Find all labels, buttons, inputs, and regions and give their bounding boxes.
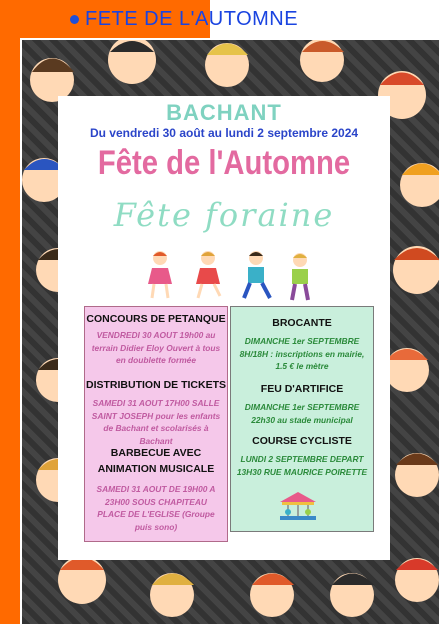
orange-side-bar [0, 0, 20, 624]
fireworks-title: FEU D'ARTIFICE [260, 383, 344, 395]
poster-subtitle: Fête foraine [113, 196, 335, 234]
event-dates: Du vendredi 30 août au lundi 2 septembre 2024 [89, 126, 359, 140]
carousel-icon [276, 490, 320, 522]
cycling-title: COURSE CYCLISTE [252, 435, 352, 447]
cycling-text: LUNDI 2 SEPTEMBRE DEPART 13H30 RUE MAURICE POIRETTE [236, 454, 368, 477]
brocante-text: DIMANCHE 1er SEPTEMBRE 8H/18H : inscriptions en mairie, 1.5 € le mètre [239, 336, 365, 371]
petanque-text: VENDREDI 30 AOUT 19h00 au terrain Didier Eloy Ouvert à tous en doublette formée [91, 330, 221, 365]
tickets-title: DISTRIBUTION DE TICKETS [85, 379, 226, 391]
petanque-title: CONCOURS DE PETANQUE [86, 313, 226, 325]
brocante-title: BROCANTE [272, 317, 332, 329]
poster-title: Fête de l'Automne [97, 144, 351, 182]
tickets-text: SAMEDI 31 AOUT 17H00 SALLE SAINT JOSEPH pour les enfants de Bachant et scolarisés à Bachant [91, 398, 221, 446]
page-header [70, 4, 298, 34]
dancing-kids-illustration [140, 248, 320, 302]
fireworks-text: DIMANCHE 1er SEPTEMBRE 22h30 au stade municipal [244, 402, 360, 425]
left-events-box [84, 306, 228, 542]
page-title: FETE DE L'AUTOMNE [85, 7, 299, 30]
barbecue-text: SAMEDI 31 AOUT DE 19H00 A 23H00 SOUS CHAPITEAU PLACE DE L'EGLISE (Groupe puis sono) [96, 484, 216, 532]
town-name: BACHANT [166, 100, 282, 125]
bullet-dot-icon [70, 15, 79, 24]
barbecue-title: BARBECUE AVEC ANIMATION MUSICALE [97, 447, 215, 475]
